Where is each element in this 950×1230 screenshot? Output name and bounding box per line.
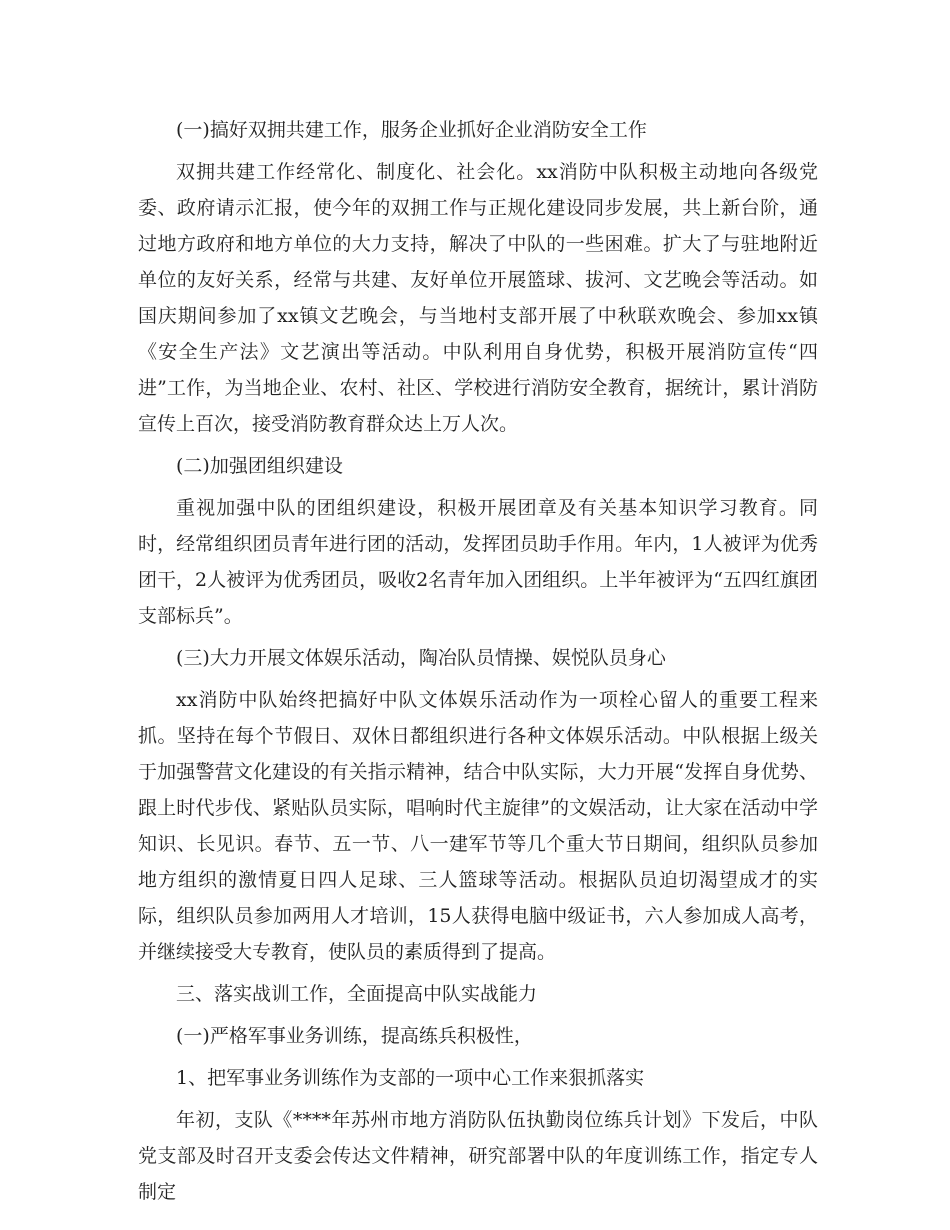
paragraph-4: 年初，支队《****年苏州市地方消防队伍执勤岗位练兵计划》下发后，中队党支部及时召开支委会传达文件精神，研究部署中队的年度训练工作，指定专人制定: [138, 1109, 818, 1203]
section-heading-1: (一)搞好双拥共建工作，服务企业抓好企业消防安全工作: [176, 119, 647, 141]
section-heading-2: (二)加强团组织建设: [176, 455, 343, 477]
chapter-heading-3: 三、落实战训工作，全面提高中队实战能力: [176, 983, 538, 1005]
document-body: [138, 112, 818, 1210]
paragraph-3: xx消防中队始终把搞好中队文体娱乐活动作为一项栓心留人的重要工程来抓。坚持在每个节假日、双休日都组织进行各种文体娱乐活动。中队根据上级关于加强警营文化建设的有关指示精神，结合中队实际，大力开展“发挥自身优势、跟上时代步伐、紧贴队员实际，唱响时代主旋律”的文娱活动，让大家在活动中学知识、长见识。春节、五一节、八一建军节等几个重大节日期间，组织队员参加地方组织的激情夏日四人足球、三人篮球等活动。根据队员迫切渴望成才的实际，组织队员参加两用人才培训，15人获得电脑中级证书，六人参加成人高考，并继续接受大专教育，使队员的素质得到了提高。: [138, 689, 818, 963]
subsection-heading-1: 1、把军事业务训练作为支部的一项中心工作来狠抓落实: [176, 1067, 645, 1089]
section-heading-3: (三)大力开展文体娱乐活动，陶冶队员情操、娱悦队员身心: [176, 647, 666, 669]
paragraph-2: 重视加强中队的团组织建设，积极开展团章及有关基本知识学习教育。同时，经常组织团员青年进行团的活动，发挥团员助手作用。年内，1人被评为优秀团干，2人被评为优秀团员，吸收2名青年加入团组织。上半年被评为“五四红旗团支部标兵”。: [138, 497, 818, 627]
section-heading-3-1: (一)严格军事业务训练，提高练兵积极性，: [176, 1025, 533, 1047]
paragraph-1: 双拥共建工作经常化、制度化、社会化。xx消防中队积极主动地向各级党委、政府请示汇报，使今年的双拥工作与正规化建设同步发展，共上新台阶，通过地方政府和地方单位的大力支持，解决了中队的一些困难。扩大了与驻地附近单位的友好关系，经常与共建、友好单位开展篮球、拔河、文艺晚会等活动。如国庆期间参加了xx镇文艺晚会，与当地村支部开展了中秋联欢晚会、参加xx镇《安全生产法》文艺演出等活动。中队利用自身优势，积极开展消防宣传“四进”工作，为当地企业、农村、社区、学校进行消防安全教育，据统计，累计消防宣传上百次，接受消防教育群众达上万人次。: [138, 161, 818, 435]
